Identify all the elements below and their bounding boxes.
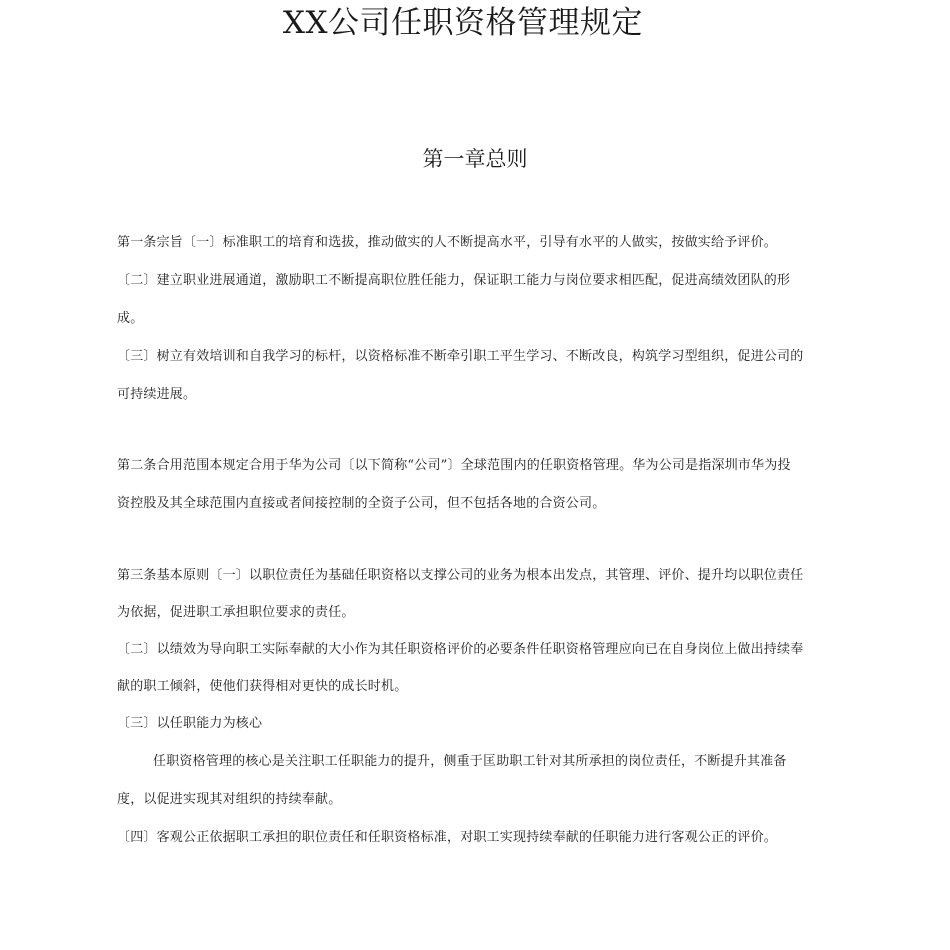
paragraph-line: 资控股及其全球范围内直接或者间接控制的全资子公司，但不包括各地的合资公司。 bbox=[117, 496, 606, 511]
chapter-title: 第一章总则 bbox=[422, 147, 528, 171]
paragraph-line: 〔二〕以绩效为导向职工实际奉献的大小作为其任职资格评价的必要条件任职资格管理应向已在自身岗位上做出持续奉 bbox=[117, 642, 804, 657]
paragraph-line: 度，以促进实现其对组织的持续奉献。 bbox=[117, 792, 342, 807]
paragraph-line: 为依据，促进职工承担职位要求的责任。 bbox=[117, 605, 355, 620]
paragraph-line: 可持续进展。 bbox=[117, 387, 197, 402]
paragraph-line: 任职资格管理的核心是关注职工任职能力的提升，侧重于匡助职工针对其所承担的岗位责任，不断提升其准备 bbox=[153, 754, 787, 769]
paragraph-line: 献的职工倾斜，使他们获得相对更快的成长时机。 bbox=[117, 679, 408, 694]
paragraph-line: 第三条基本原则〔一〕以职位责任为基础任职资格以支撑公司的业务为根本出发点，其管理、评价、提升均以职位责任 bbox=[117, 568, 804, 583]
paragraph-line: 〔三〕以任职能力为核心 bbox=[117, 716, 263, 731]
paragraph-line: 第一条宗旨〔一〕标准职工的培育和选拔，推动做实的人不断提高水平，引导有水平的人做实，按做实给予评价。 bbox=[117, 235, 778, 250]
document-title: XX公司任职资格管理规定 bbox=[282, 5, 644, 41]
paragraph-line: 成。 bbox=[117, 311, 144, 326]
paragraph-line: 第二条合用范围本规定合用于华为公司〔以下简称“公司”〕全球范围内的任职资格管理。华为公司是指深圳市华为投 bbox=[117, 458, 791, 473]
paragraph-line: 〔三〕树立有效培训和自我学习的标杆，以资格标准不断牵引职工平生学习、不断改良，构筑学习型组织，促进公司的 bbox=[117, 349, 804, 364]
paragraph-line: 〔四〕客观公正依据职工承担的职位责任和任职资格标准，对职工实现持续奉献的任职能力进行客观公正的评价。 bbox=[117, 830, 778, 845]
paragraph-line: 〔二〕建立职业进展通道，激励职工不断提高职位胜任能力，保证职工能力与岗位要求相匹配，促进高绩效团队的形 bbox=[117, 273, 791, 288]
